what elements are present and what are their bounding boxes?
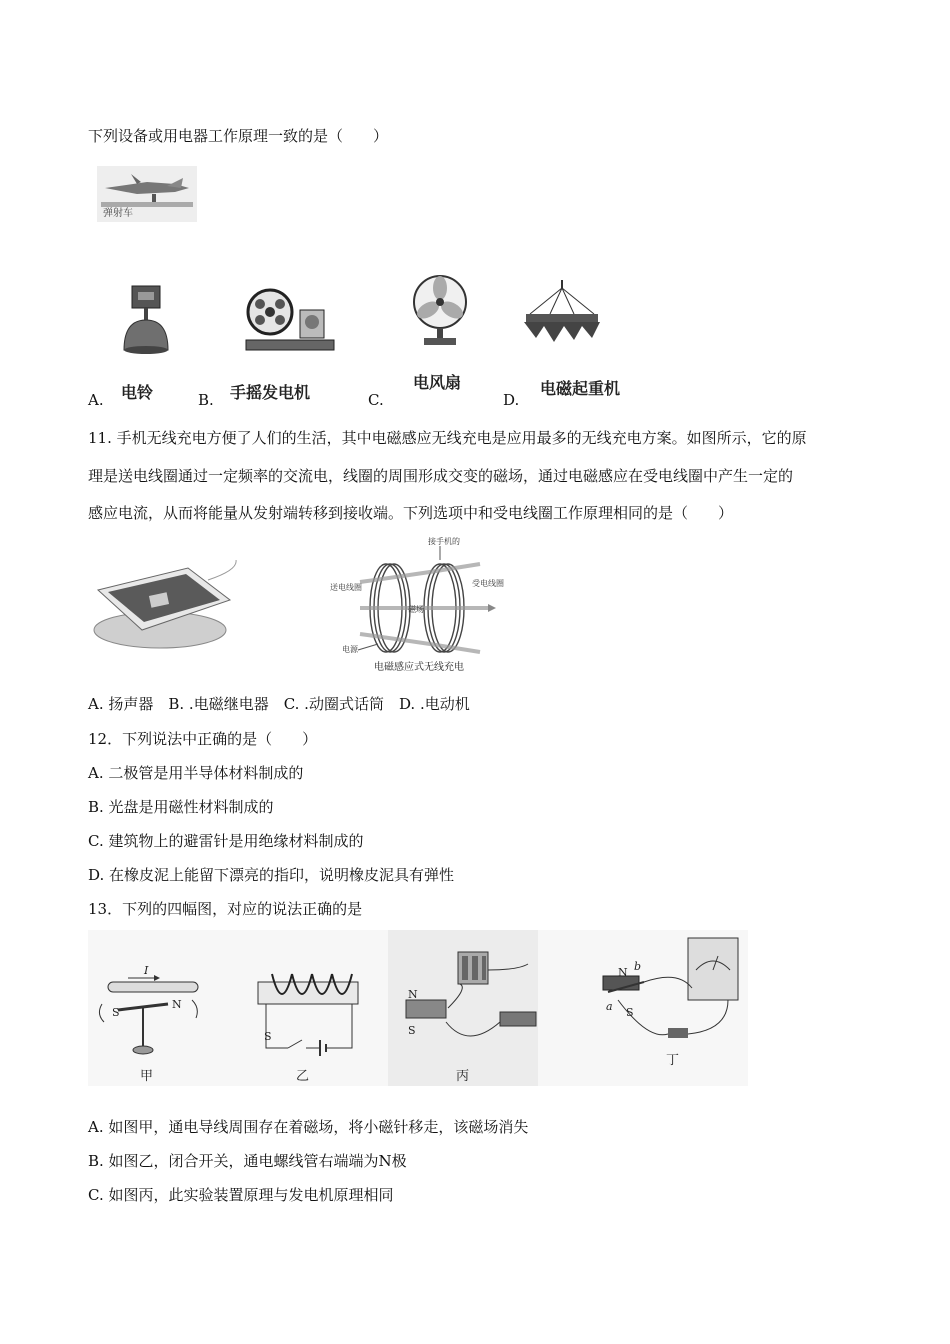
figure-yi-label: 乙 <box>296 1069 310 1084</box>
q12-stem: 12．下列说法中正确的是（ ） <box>88 730 318 748</box>
receiver-label: 接手机的 <box>428 537 460 546</box>
q11-line-1: 11. 手机无线充电方便了人们的生活，其中电磁感应无线充电是应用最多的无线充电方案。如图所示，它的原 <box>88 429 807 447</box>
q13-option-b: B. 如图乙，闭合开关，通电螺线管右端端为N极 <box>88 1152 407 1170</box>
catapult-label: 弹射车 <box>103 208 133 219</box>
figure-bing-label: 丙 <box>456 1069 470 1084</box>
q10-option-d-letter: D. <box>503 391 520 409</box>
q10-option-c-caption: 电风扇 <box>413 373 462 392</box>
ding-a-mark: a <box>606 1000 613 1013</box>
q11-line-3: 感应电流，从而将能量从发射端转移到接收端。下列选项中和受电线圈工作原理相同的是（ ） <box>88 504 734 522</box>
wireless-charger-phone-figure <box>88 560 238 654</box>
figure-ding-label: 丁 <box>666 1053 680 1068</box>
power-label: 电源 <box>342 645 358 654</box>
current-mark: I <box>144 964 149 977</box>
induction-coil-diagram <box>330 534 520 674</box>
q10-option-b-caption: 手摇发电机 <box>230 383 311 402</box>
q11-options: A. 扬声器 B. .电磁继电器 C. .动圈式话筒 D. .电动机 <box>88 695 470 713</box>
q11-line-2: 理是送电线圈通过一定频率的交流电，线圈的周围形成交变的磁场，通过电磁感应在受电线圈中产生一定的 <box>88 467 794 485</box>
bing-s-mark: S <box>408 1024 416 1037</box>
receive-coil-label: 受电线圈 <box>472 579 504 588</box>
q10-option-c-letter: C. <box>368 391 384 409</box>
yi-s-mark: S <box>264 1030 272 1043</box>
q13-option-c: C. 如图丙，此实验装置原理与发电机原理相同 <box>88 1186 394 1204</box>
catapult-figure <box>97 166 197 222</box>
q12-option-d: D. 在橡皮泥上能留下漂亮的指印，说明橡皮泥具有弹性 <box>88 866 455 884</box>
q13-stem: 13．下列的四幅图，对应的说法正确的是 <box>88 900 363 918</box>
q12-option-b: B. 光盘是用磁性材料制成的 <box>88 798 274 816</box>
jia-s-mark: S <box>112 1006 120 1019</box>
q12-option-a: A. 二极管是用半导体材料制成的 <box>88 764 304 782</box>
jia-n-mark: N <box>172 998 182 1011</box>
q13-four-figures <box>88 930 748 1086</box>
diagram-caption: 电磁感应式无线充电 <box>374 662 464 673</box>
q10-option-a-letter: A. <box>88 391 104 409</box>
hand-generator-figure <box>238 282 338 358</box>
q10-stem: 下列设备或用电器工作原理一致的是（ ） <box>88 127 389 145</box>
q10-option-d-caption: 电磁起重机 <box>540 379 621 398</box>
figure-jia-label: 甲 <box>140 1069 154 1084</box>
q12-option-c: C. 建筑物上的避雷针是用绝缘材料制成的 <box>88 832 364 850</box>
q10-option-b-letter: B. <box>198 391 214 409</box>
field-label: 磁场 <box>408 605 424 614</box>
q10-option-a-caption: 电铃 <box>121 383 154 402</box>
bing-n-mark: N <box>408 988 418 1001</box>
ding-s-mark: S <box>626 1006 634 1019</box>
electric-fan-figure <box>408 272 472 348</box>
q13-option-a: A. 如图甲，通电导线周围存在着磁场，将小磁针移走，该磁场消失 <box>88 1118 529 1136</box>
ding-b-mark: b <box>634 960 642 973</box>
electric-bell-figure <box>118 282 174 358</box>
send-coil-label: 送电线圈 <box>330 583 362 592</box>
ding-n-mark: N <box>618 966 628 979</box>
electromagnetic-crane-figure <box>520 276 604 356</box>
